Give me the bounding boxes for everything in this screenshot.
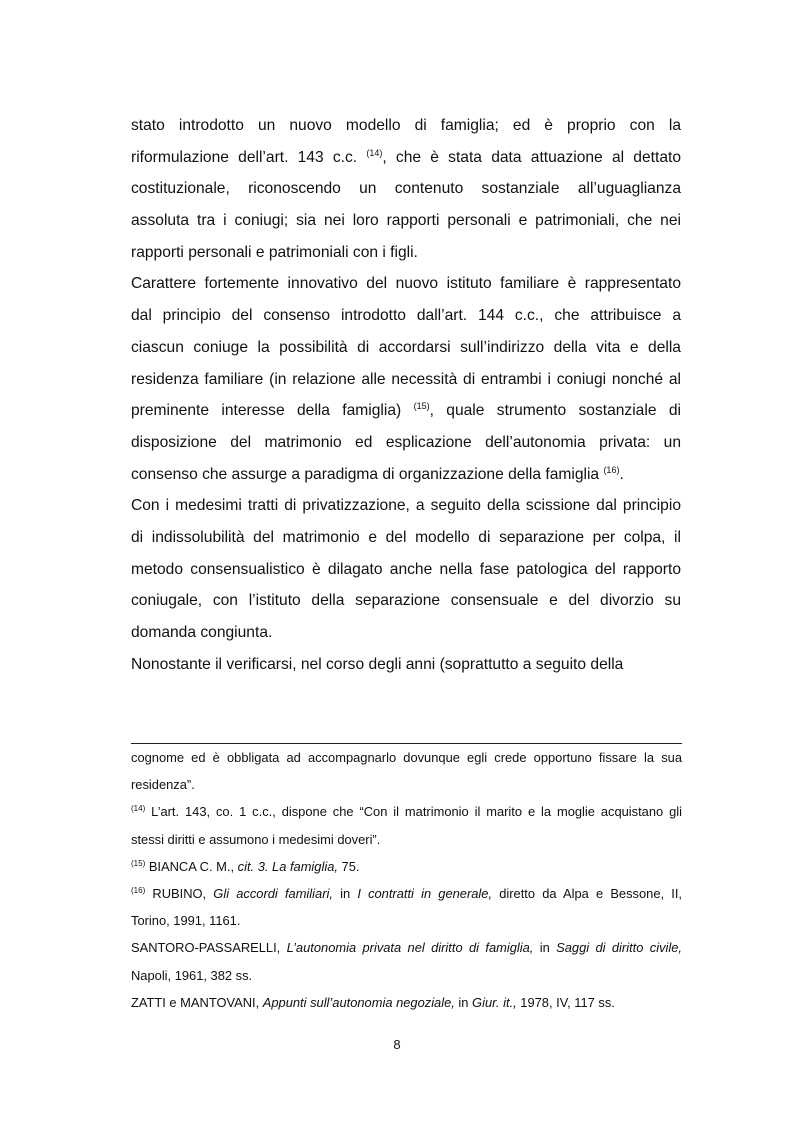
footnote-line: SANTORO-PASSARELLI, L’autonomia privata nel diritto di famiglia, in Saggi di diritto civile, [131,940,682,956]
text-line: rapporti personali e patrimoniali con i figli. [131,243,418,261]
footnote-14: $^{(14)}$ L’art. 143, co. 1 c.c., dispone che “Con il matrimonio il marito e la moglie acquistano gli [131,804,682,820]
text-line: riformulazione dell’art. 143 c.c. $^{(14)}$, che è stata data attuazione al dettato [131,147,681,166]
text-line: Nonostante il verificarsi, nel corso degli anni (soprattutto a seguito della [131,655,624,673]
footnote-16: $^{(16)}$ RUBINO, Gli accordi familiari, in I contratti in generale, diretto da Alpa e Bessone, II, [131,885,682,901]
text-line: residenza familiare (in relazione alle necessità di entrambi i coniugi nonché al [131,370,681,388]
text-line: dal principio del consenso introdotto dall’art. 144 c.c., che attribuisce a [131,307,681,325]
text-line: assoluta tra i coniugi; sia nei loro rapporti personali e patrimoniali, che nei [131,212,681,230]
footnote-line: Torino, 1991, 1161. [131,913,241,929]
footnote-ref: (15) [413,401,430,412]
text-line: ciascun coniuge la possibilità di accordarsi sull’indirizzo della vita e della [131,338,681,356]
text-line: costituzionale, riconoscendo un contenuto sostanziale all’uguaglianza [131,180,681,198]
text-line: Carattere fortemente innovativo del nuovo istituto familiare è rappresentato [131,275,681,293]
text-line: di indissolubilità del matrimonio e del modello di separazione per colpa, il [131,528,681,546]
footnote-line: cognome ed è obbligata ad accompagnarlo dovunque egli crede opportuno fissare la sua [131,750,682,765]
text-line: coniugale, con l’istituto della separazione consensuale e del divorzio su [131,592,681,610]
footnote-line: stessi diritti e assumono i medesimi doveri”. [131,831,381,847]
text-line: disposizione del matrimonio ed esplicazione dell’autonomia privata: un [131,433,681,451]
footnote-line: ZATTI e MANTOVANI, Appunti sull’autonomia negoziale, in Giur. it., 1978, IV, 117 ss. [131,994,615,1010]
footnote-line: Napoli, 1961, 382 ss. [131,967,253,983]
footnote-ref: (14) [366,147,383,158]
text-line: stato introdotto un nuovo modello di famiglia; ed è proprio con la [131,117,681,134]
main-text [131,110,681,680]
footnote-line: residenza”. [131,777,195,793]
text-line: preminente interesse della famiglia) $^{(15)}$, quale strumento sostanziale di [131,401,681,420]
text-line: domanda congiunta. [131,624,273,641]
footnote-ref: (16) [603,464,620,475]
page-number: 8 [393,1037,401,1052]
text-line: metodo consensualistico è dilagato anche nella fase patologica del rapporto [131,560,681,578]
footnotes [131,744,682,1016]
footnote-15: $^{(15)}$ BIANCA C. M., cit. 3. La famiglia, 75. [131,858,360,874]
text-line: consenso che assurge a paradigma di organizzazione della famiglia $^{(16)}$. [131,464,624,483]
text-line: Con i medesimi tratti di privatizzazione, a seguito della scissione dal principio [131,497,681,515]
